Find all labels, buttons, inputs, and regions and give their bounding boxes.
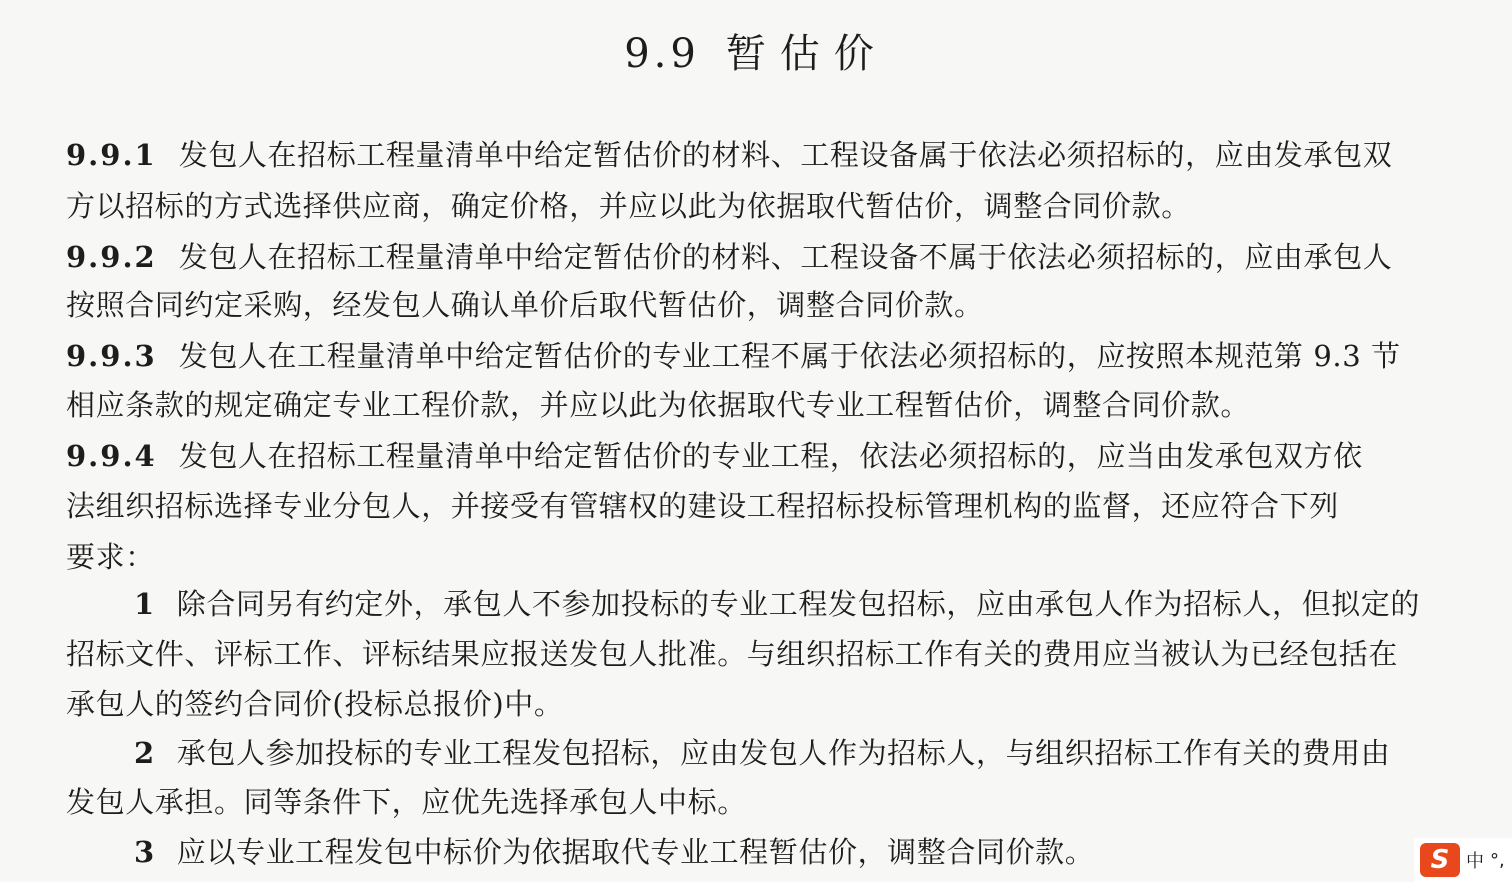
item-2-line-2 [66,782,1476,822]
clause-9-9-2-line-2 [66,285,1476,325]
clause-9-9-1-line-1 [66,135,1476,175]
item-2-line-1 [134,733,1512,773]
section-number: 9.9 [624,31,700,77]
clause-number: 9.9.4 [66,439,157,473]
item-text: 承包人的签约合同价(投标总报价)中。 [66,687,564,721]
item-number: 1 [134,587,155,621]
item-number: 2 [134,736,155,770]
clause-text: 按照合同约定采购，经发包人确认单价后取代暂估价，调整合同价款。 [66,288,984,322]
page-title [0,22,1512,79]
ime-mode-toggle[interactable]: 中 [1466,851,1484,872]
clause-9-9-4-line-1 [66,436,1476,476]
clause-text: 发包人在招标工程量清单中给定暂估价的材料、工程设备属于依法必须招标的，应由发承包双 [178,138,1393,172]
item-1-line-3 [66,684,1476,724]
item-text: 发包人承担。同等条件下，应优先选择承包人中标。 [66,785,747,819]
clause-number: 9.9.2 [66,240,157,274]
clause-text: 法组织招标选择专业分包人，并接受有管辖权的建设工程招标投标管理机构的监督，还应符合下列 [66,489,1339,523]
clause-number: 9.9.3 [66,339,157,373]
clause-text: 发包人在工程量清单中给定暂估价的专业工程不属于依法必须招标的，应按照本规范第 9.3 节 [178,339,1401,373]
ime-punct-toggle[interactable]: °, [1490,849,1505,871]
item-text: 承包人参加投标的专业工程发包招标，应由发包人作为招标人，与组织招标工作有关的费用由 [176,736,1391,770]
clause-9-9-4-line-2 [66,486,1476,526]
clause-text: 发包人在招标工程量清单中给定暂估价的专业工程，依法必须招标的，应当由发承包双方依 [178,439,1363,473]
clause-9-9-1-line-2 [66,186,1476,226]
clause-9-9-3-line-2 [66,385,1476,425]
clause-text: 相应条款的规定确定专业工程价款，并应以此为依据取代专业工程暂估价，调整合同价款。 [66,388,1251,422]
clause-9-9-3-line-1 [66,336,1476,376]
item-3-line-1 [134,832,1512,872]
clause-text: 发包人在招标工程量清单中给定暂估价的材料、工程设备不属于依法必须招标的，应由承包人 [178,240,1393,274]
item-1-line-1 [134,584,1512,624]
ime-toolbar[interactable] [1414,838,1512,882]
item-1-line-2 [66,634,1476,674]
clause-text: 方以招标的方式选择供应商，确定价格，并应以此为依据取代暂估价，调整合同价款。 [66,189,1191,223]
clause-9-9-2-line-1 [66,237,1476,277]
clause-number: 9.9.1 [66,138,157,172]
clause-text: 要求： [66,540,155,574]
sogou-logo-icon[interactable]: S [1420,843,1460,877]
item-text: 应以专业工程发包中标价为依据取代专业工程暂估价，调整合同价款。 [176,835,1095,869]
item-text: 招标文件、评标工作、评标结果应报送发包人批准。与组织招标工作有关的费用应当被认为已经包括在 [66,637,1399,671]
clause-9-9-4-line-3 [66,537,1476,577]
item-number: 3 [134,835,155,869]
section-title: 暂估价 [725,31,888,77]
item-text: 除合同另有约定外，承包人不参加投标的专业工程发包招标，应由承包人作为招标人，但拟定的 [176,587,1420,621]
